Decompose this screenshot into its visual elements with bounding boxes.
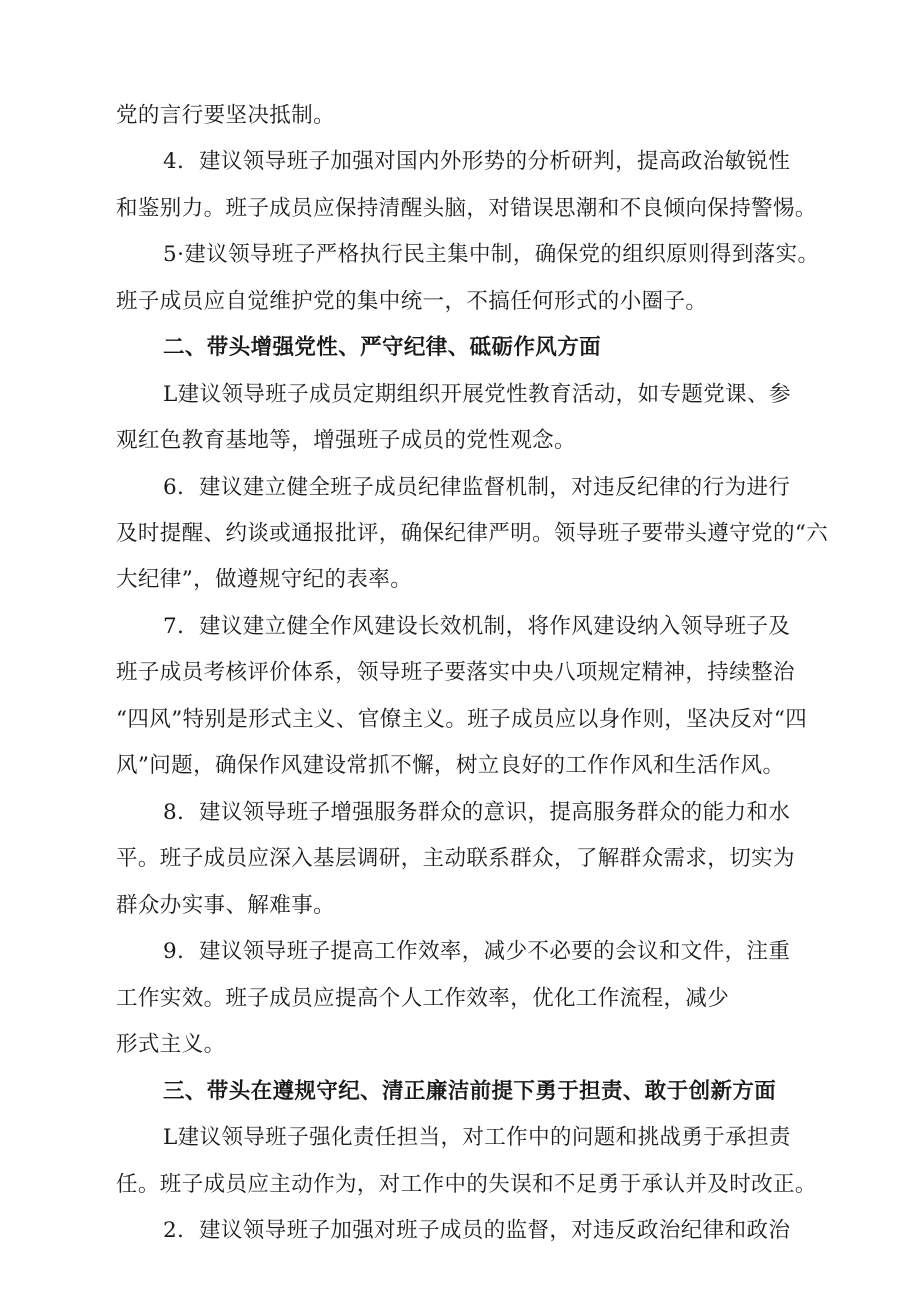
text-line: 9．建议领导班子提高工作效率，减少不必要的会议和文件，注重 xyxy=(163,939,791,964)
text-line: 4．建议领导班子加强对国内外形势的分析研判，提高政治敏锐性 xyxy=(163,149,791,174)
text-line: 党的言行要坚决抵制。 xyxy=(116,103,336,128)
text-line: 风”问题，确保作风建设常抓不懈，树立良好的工作作风和生活作风。 xyxy=(116,753,785,778)
text-line: 班子成员应自觉维护党的集中统一，不搞任何形式的小圈子。 xyxy=(116,289,708,314)
text-line: 工作实效。班子成员应提高个人工作效率，优化工作流程，减少 xyxy=(116,986,730,1011)
section-heading: 二、带头增强党性、严守纪律、砥砺作风方面 xyxy=(163,335,602,360)
text-line: 2．建议领导班子加强对班子成员的监督，对违反政治纪律和政治 xyxy=(163,1218,791,1243)
text-line: 和鉴别力。班子成员应保持清醒头脑，对错误思潮和不良倾向保持警惕。 xyxy=(116,196,817,221)
text-line: 7．建议建立健全作风建设长效机制，将作风建设纳入领导班子及 xyxy=(163,614,791,639)
text-line: 5·建议领导班子严格执行民主集中制，确保党的组织原则得到落实。 xyxy=(163,242,820,267)
text-line: 平。班子成员应深入基层调研，主动联系群众，了解群众需求，切实为 xyxy=(116,846,795,871)
text-line: 大纪律”，做遵规守纪的表率。 xyxy=(116,567,413,592)
text-line: 观红色教育基地等，增强班子成员的党性观念。 xyxy=(116,428,576,453)
text-line: 任。班子成员应主动作为，对工作中的失误和不足勇于承认并及时改正。 xyxy=(116,1172,817,1197)
text-line: “四风”特别是形式主义、官僚主义。班子成员应以身作则，坚决反对“四 xyxy=(116,707,808,732)
text-line: L建议领导班子成员定期组织开展党性教育活动，如专题党课、参 xyxy=(163,382,791,407)
text-line: 及时提醒、约谈或通报批评，确保纪律严明。领导班子要带头遵守党的“六 xyxy=(116,521,829,546)
text-line: 8．建议领导班子增强服务群众的意识，提高服务群众的能力和水 xyxy=(163,800,791,825)
text-line: 班子成员考核评价体系，领导班子要落实中央八项规定精神，持续整治 xyxy=(116,660,795,685)
text-line: 6．建议建立健全班子成员纪律监督机制，对违反纪律的行为进行 xyxy=(163,475,791,500)
text-line: 形式主义。 xyxy=(116,1032,226,1057)
text-line: L建议领导班子强化责任担当，对工作中的问题和挑战勇于承担责 xyxy=(163,1125,791,1150)
section-heading: 三、带头在遵规守纪、清正廉洁前提下勇于担责、敢于创新方面 xyxy=(163,1079,777,1104)
text-line: 群众办实事、解难事。 xyxy=(116,893,336,918)
